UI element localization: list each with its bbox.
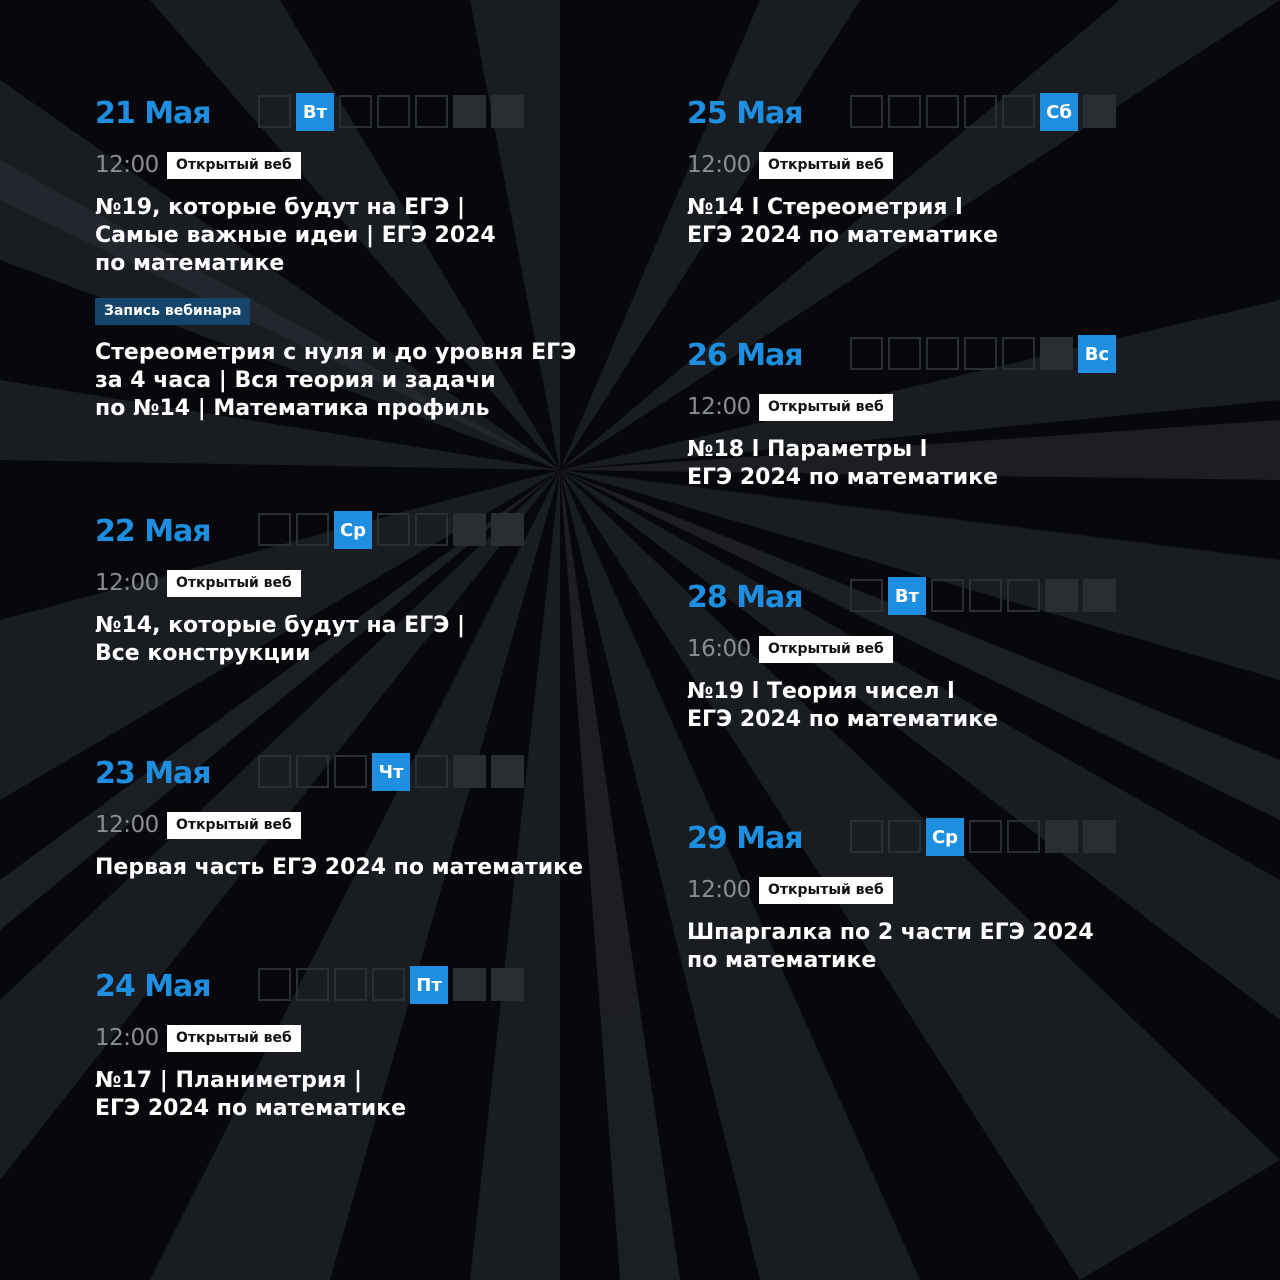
open-webinar-badge: Открытый веб [167,1025,301,1052]
weekday-cell [1083,95,1116,128]
event-title[interactable]: Первая часть ЕГЭ 2024 по математике [95,855,584,880]
weekday-cell [491,95,524,128]
week-strip [258,968,524,1004]
weekday-cell [258,95,291,128]
event-title[interactable]: №19, которые будут на ЕГЭ | Самые важные идеи | ЕГЭ 2024 по математике [95,195,496,276]
day-header [687,94,1207,134]
weekday-cell [453,513,486,546]
weekday-cell [334,755,367,788]
weekday-cell-active: Вт [888,577,926,615]
open-webinar-badge: Открытый веб [167,812,301,839]
event-time: 12:00 [687,394,751,420]
weekday-cell [926,337,959,370]
weekday-cell-active: Сб [1040,93,1078,131]
event-title[interactable]: №14, которые будут на ЕГЭ | Все конструкции [95,613,466,666]
week-strip [258,513,524,549]
week-strip [850,579,1116,615]
weekday-cell [377,95,410,128]
week-strip [850,95,1116,131]
weekday-cell [1083,579,1116,612]
day-header [687,578,1207,618]
day-block [95,754,615,882]
event-meta [95,150,615,180]
day-header [95,94,615,134]
weekday-cell [850,579,883,612]
weekday-cell [258,513,291,546]
weekday-cell [296,513,329,546]
day-block [95,512,615,668]
weekday-cell [931,579,964,612]
event-time: 16:00 [687,636,751,662]
weekday-cell [850,337,883,370]
weekday-cell [415,95,448,128]
date-label: 22 Мая [95,514,211,549]
weekday-cell [1007,820,1040,853]
weekday-cell [415,755,448,788]
event-time: 12:00 [95,152,159,178]
weekday-cell [453,968,486,1001]
event-meta [687,875,1207,905]
week-strip [258,755,524,791]
week-strip [258,95,524,131]
weekday-cell [969,820,1002,853]
weekday-cell [1045,579,1078,612]
weekday-cell [969,579,1002,612]
weekday-cell [334,968,367,1001]
open-webinar-badge: Открытый веб [759,636,893,663]
weekday-cell [850,95,883,128]
event-time: 12:00 [687,877,751,903]
weekday-cell [491,968,524,1001]
weekday-cell-active: Пт [410,966,448,1004]
weekday-cell [453,95,486,128]
event-title[interactable]: №19 l Теория чисел l ЕГЭ 2024 по математике [687,679,999,732]
event-title[interactable]: Шпаргалка по 2 части ЕГЭ 2024 по математике [687,920,1094,973]
weekday-cell [415,513,448,546]
weekday-cell-active: Вт [296,93,334,131]
weekday-cell [1002,337,1035,370]
event-meta [95,810,615,840]
date-label: 29 Мая [687,821,803,856]
weekday-cell [964,95,997,128]
weekday-cell [888,337,921,370]
day-block [687,578,1207,734]
event-time: 12:00 [95,570,159,596]
date-label: 26 Мая [687,338,803,373]
weekday-cell [258,968,291,1001]
weekday-cell [296,968,329,1001]
date-label: 24 Мая [95,969,211,1004]
day-block [95,967,615,1123]
event-title[interactable]: №17 | Планиметрия | ЕГЭ 2024 по математике [95,1068,407,1121]
weekday-cell [964,337,997,370]
week-strip [850,820,1116,856]
event-title[interactable]: №18 l Параметры l ЕГЭ 2024 по математике [687,437,999,490]
date-label: 28 Мая [687,580,803,615]
day-header [95,512,615,552]
weekday-cell-active: Ср [334,511,372,549]
week-strip [850,337,1116,373]
weekday-cell [339,95,372,128]
weekday-cell-active: Ср [926,818,964,856]
weekday-cell [372,968,405,1001]
recording-title[interactable]: Стереометрия с нуля и до уровня ЕГЭ за 4 часа | Вся теория и задачи по №14 | Математика профиль [95,340,577,421]
event-meta [95,1023,615,1053]
open-webinar-badge: Открытый веб [759,152,893,179]
day-block [95,94,615,423]
weekday-cell-active: Чт [372,753,410,791]
event-meta [687,150,1207,180]
event-time: 12:00 [95,1025,159,1051]
weekday-cell [296,755,329,788]
event-time: 12:00 [687,152,751,178]
event-title[interactable]: №14 l Стереометрия l ЕГЭ 2024 по математике [687,195,999,248]
weekday-cell [1040,337,1073,370]
weekday-cell [1002,95,1035,128]
day-block [687,336,1207,492]
weekday-cell [926,95,959,128]
recording-badge: Запись вебинара [95,298,250,325]
weekday-cell [377,513,410,546]
weekday-cell [888,820,921,853]
event-meta [687,392,1207,422]
date-label: 21 Мая [95,96,211,131]
weekday-cell [888,95,921,128]
weekday-cell [258,755,291,788]
open-webinar-badge: Открытый веб [167,152,301,179]
weekday-cell [1045,820,1078,853]
day-header [687,819,1207,859]
day-header [687,336,1207,376]
date-label: 23 Мая [95,756,211,791]
day-block [687,819,1207,975]
weekday-cell [1007,579,1040,612]
open-webinar-badge: Открытый веб [759,394,893,421]
event-time: 12:00 [95,812,159,838]
weekday-cell [453,755,486,788]
open-webinar-badge: Открытый веб [167,570,301,597]
event-meta [95,568,615,598]
date-label: 25 Мая [687,96,803,131]
weekday-cell [850,820,883,853]
day-block [687,94,1207,250]
day-header [95,754,615,794]
weekday-cell [1083,820,1116,853]
weekday-cell [491,755,524,788]
event-meta [687,634,1207,664]
day-header [95,967,615,1007]
weekday-cell [491,513,524,546]
weekday-cell-active: Вс [1078,335,1116,373]
open-webinar-badge: Открытый веб [759,877,893,904]
